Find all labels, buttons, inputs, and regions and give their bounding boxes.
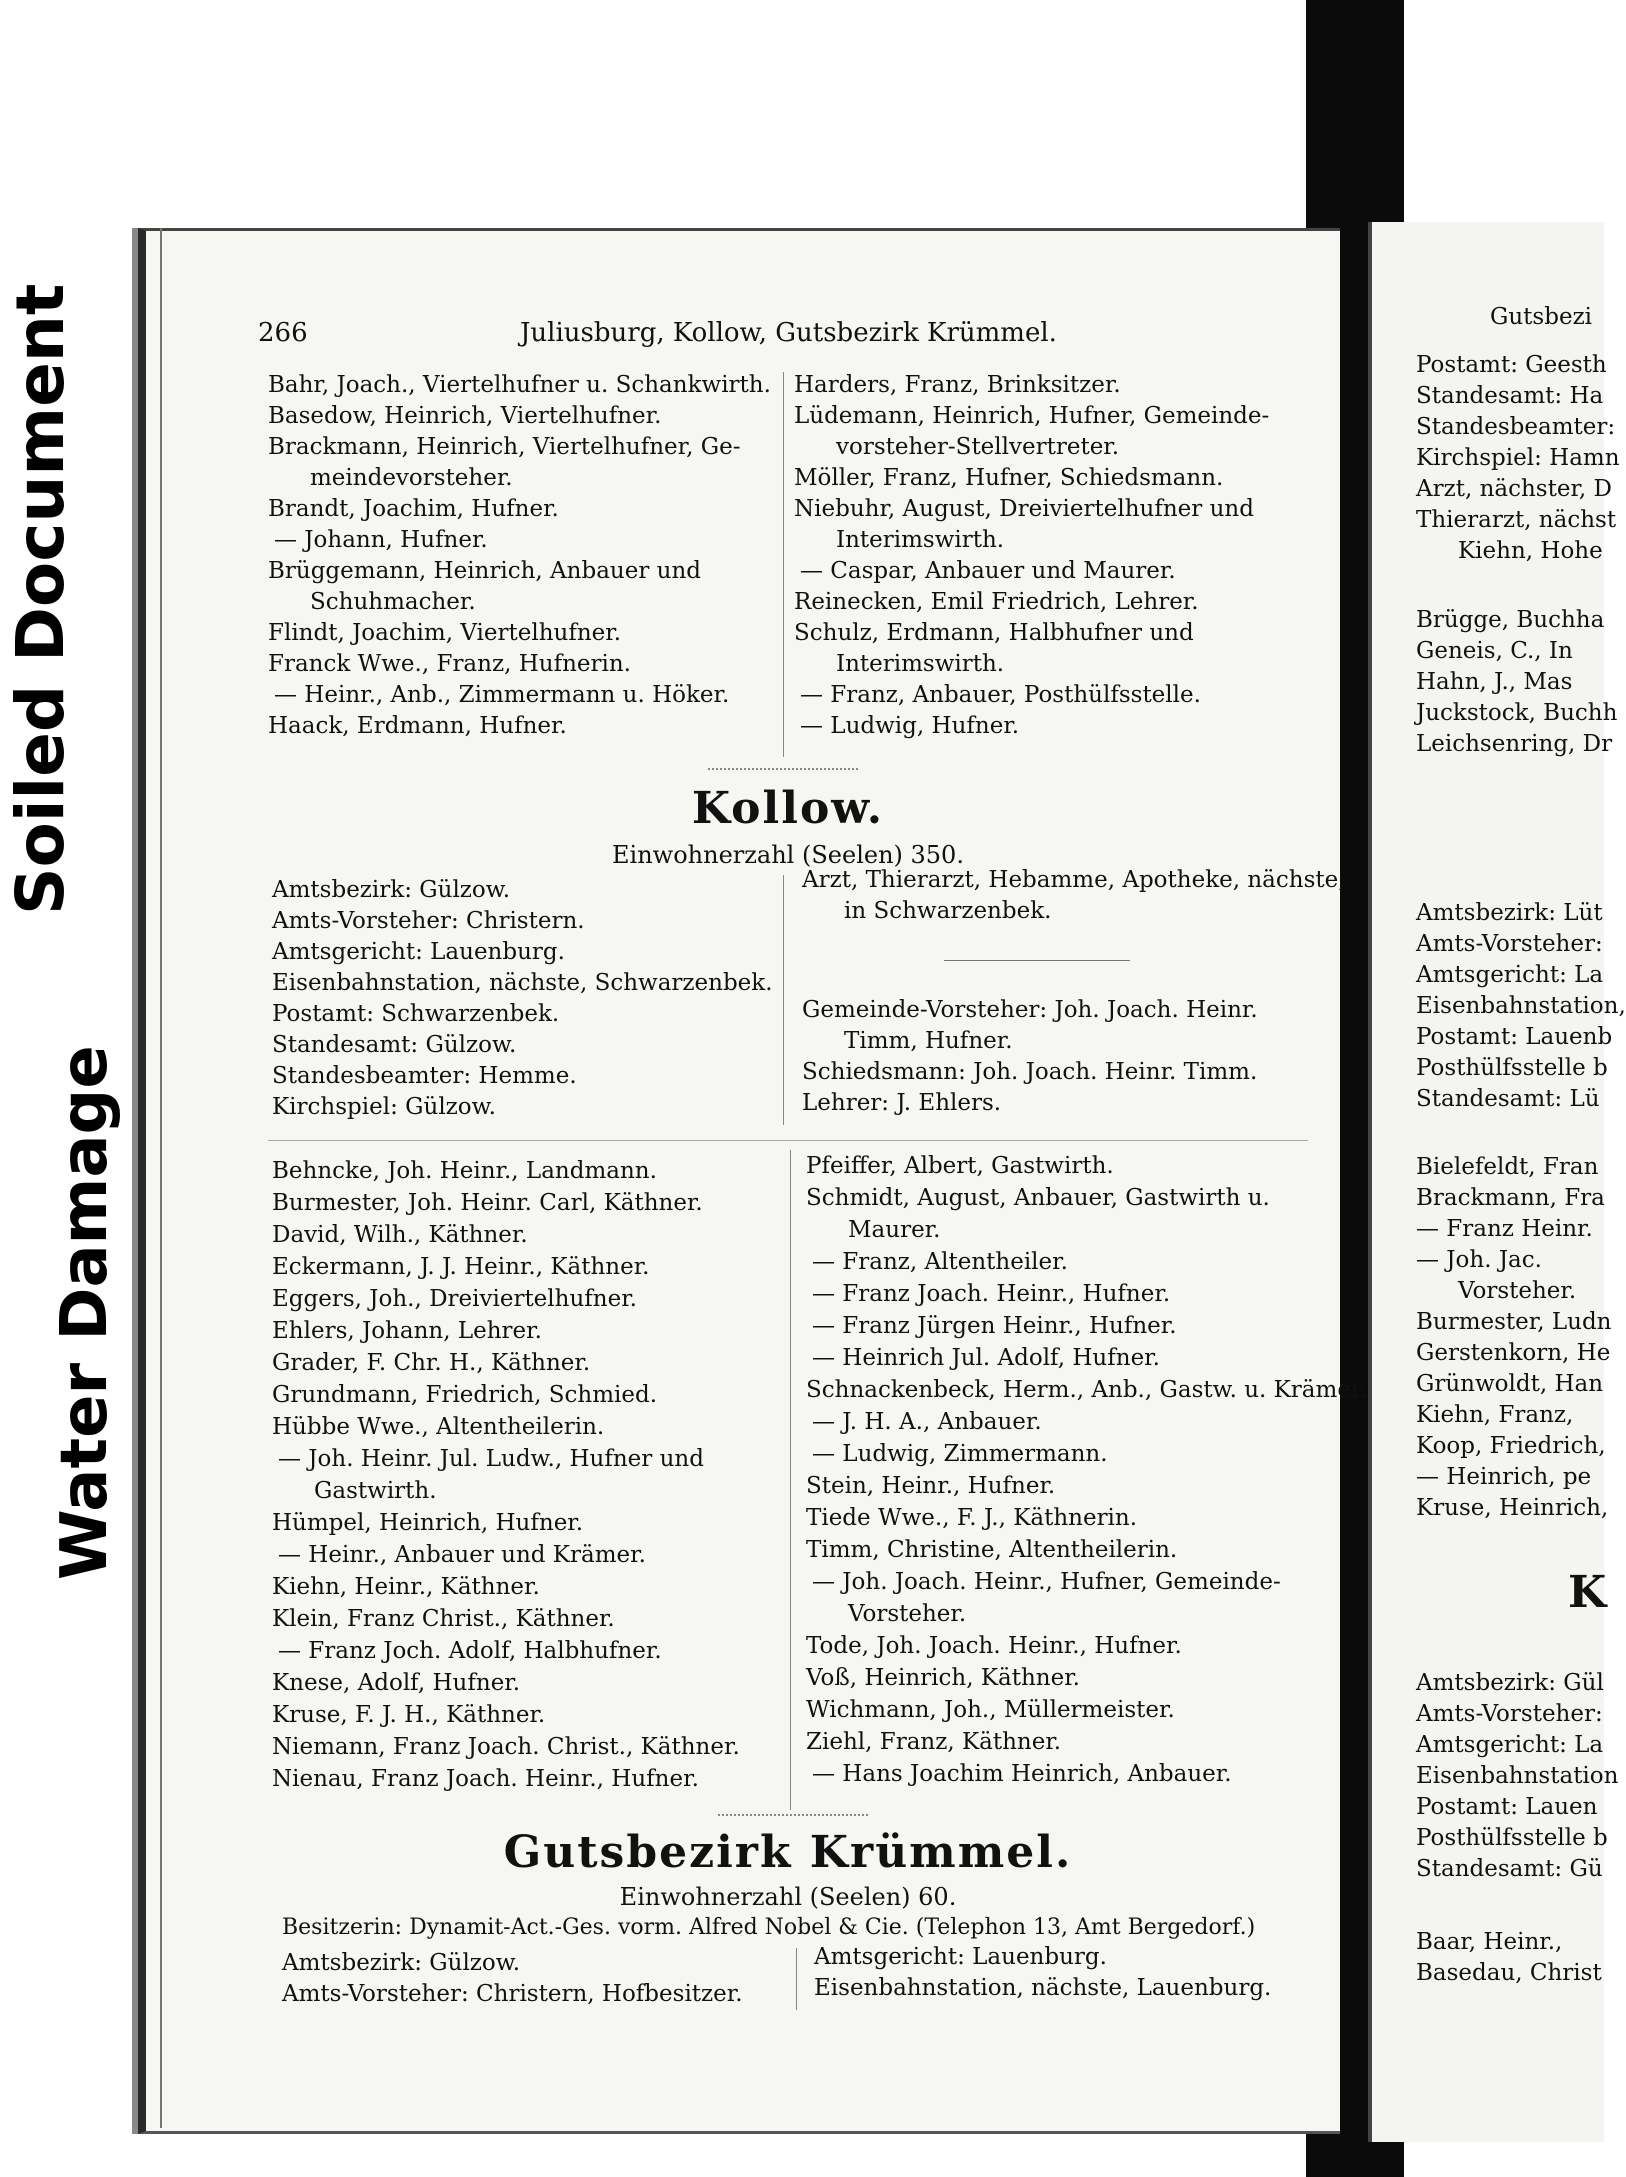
- right-line: Thierarzt, nächst: [1416, 507, 1617, 533]
- resident-entry: Stein, Heinr., Hufner.: [806, 1473, 1056, 1499]
- right-line: Amts-Vorsteher:: [1416, 931, 1603, 957]
- entry: Brüggemann, Heinrich, Anbauer und: [268, 558, 701, 584]
- resident-entry: — Heinr., Anbauer und Krämer.: [278, 1542, 646, 1568]
- admin-line: Schiedsmann: Joh. Joach. Heinr. Timm.: [802, 1059, 1258, 1085]
- resident-entry: — Franz Joach. Heinr., Hufner.: [812, 1281, 1171, 1307]
- kollow-admin-left: [272, 875, 773, 1123]
- entry: Reinecken, Emil Friedrich, Lehrer.: [794, 589, 1199, 615]
- right-line: Kiehn, Hohe: [1458, 538, 1603, 564]
- right-line: — Franz Heinr.: [1416, 1216, 1593, 1242]
- entry: Harders, Franz, Brinksitzer.: [794, 372, 1121, 398]
- resident-entry: Ehlers, Johann, Lehrer.: [272, 1318, 542, 1344]
- right-line: Postamt: Lauenb: [1416, 1024, 1613, 1050]
- resident-entry: — Franz, Altentheiler.: [812, 1249, 1068, 1275]
- kollow-population: Einwohnerzahl (Seelen) 350.: [612, 841, 964, 869]
- entry: Brandt, Joachim, Hufner.: [268, 496, 559, 522]
- column-divider: [790, 1150, 791, 1810]
- entry-continuation: Schuhmacher.: [310, 589, 476, 615]
- kollow-residents-right: [806, 1150, 1367, 1790]
- kollow-residents-left: [272, 1155, 740, 1795]
- right-line: Burmester, Ludn: [1416, 1309, 1612, 1335]
- admin-line: Amts-Vorsteher: Christern, Hofbesitzer.: [282, 1981, 743, 2007]
- resident-entry: Kiehn, Heinr., Käthner.: [272, 1574, 540, 1600]
- entry: Brackmann, Heinrich, Viertelhufner, Ge-: [268, 434, 741, 460]
- entry: Lüdemann, Heinrich, Hufner, Gemeinde-: [794, 403, 1270, 429]
- right-line: Eisenbahnstation,: [1416, 993, 1626, 1019]
- kollow-heading: Kollow.: [691, 783, 885, 834]
- resident-entry: — Hans Joachim Heinrich, Anbauer.: [812, 1761, 1232, 1787]
- right-line: Brackmann, Fra: [1416, 1185, 1605, 1211]
- entry: — Caspar, Anbauer und Maurer.: [800, 558, 1176, 584]
- admin-line: Amtsbezirk: Gülzow.: [282, 1950, 521, 1976]
- resident-entry: Ziehl, Franz, Käthner.: [806, 1729, 1062, 1755]
- resident-entry: — Franz Jürgen Heinr., Hufner.: [812, 1313, 1177, 1339]
- kruemmel-population: Einwohnerzahl (Seelen) 60.: [619, 1883, 957, 1911]
- resident-continuation: Maurer.: [848, 1217, 941, 1243]
- right-line: Kirchspiel: Hamn: [1416, 445, 1620, 471]
- resident-entry: Tiede Wwe., F. J., Käthnerin.: [806, 1505, 1138, 1531]
- page-edge: [152, 228, 162, 2128]
- resident-entry: Nienau, Franz Joach. Heinr., Hufner.: [272, 1766, 699, 1792]
- kollow-admin-right-top: [802, 865, 1346, 927]
- right-line: Standesamt: Lü: [1416, 1086, 1600, 1112]
- entry: Franck Wwe., Franz, Hufnerin.: [268, 651, 631, 677]
- entry-continuation: vorsteher-Stellvertreter.: [836, 434, 1120, 460]
- right-line: Basedau, Christ: [1416, 1960, 1602, 1986]
- right-line: Juckstock, Buchh: [1416, 700, 1618, 726]
- entry: — Franz, Anbauer, Posthülfsstelle.: [800, 682, 1201, 708]
- entry-continuation: Interimswirth.: [836, 527, 1005, 553]
- section1-left-column: [268, 370, 771, 742]
- page-number: 266: [258, 318, 308, 348]
- admin-line: Postamt: Schwarzenbek.: [272, 1001, 560, 1027]
- resident-entry: — Joh. Heinr. Jul. Ludw., Hufner und: [278, 1446, 704, 1472]
- entry: — Heinr., Anb., Zimmermann u. Höker.: [274, 682, 730, 708]
- admin-line: Amtsbezirk: Gülzow.: [272, 877, 511, 903]
- right-line: — Heinrich, pe: [1416, 1464, 1592, 1490]
- soiled-document-label: Soiled Document: [2, 283, 79, 915]
- resident-entry: Kruse, F. J. H., Käthner.: [272, 1702, 546, 1728]
- right-line: Amtsgericht: La: [1416, 1732, 1604, 1758]
- section-ornament: [718, 1808, 868, 1816]
- resident-entry: Grundmann, Friedrich, Schmied.: [272, 1382, 658, 1408]
- right-line: Posthülfsstelle b: [1416, 1055, 1608, 1081]
- resident-entry: Niemann, Franz Joach. Christ., Käthner.: [272, 1734, 740, 1760]
- resident-entry: Burmester, Joh. Heinr. Carl, Käthner.: [272, 1190, 703, 1216]
- resident-entry: Wichmann, Joh., Müllermeister.: [806, 1697, 1175, 1723]
- column-divider: [796, 1948, 797, 2010]
- section1-right-column: [794, 370, 1269, 742]
- resident-entry: Hümpel, Heinrich, Hufner.: [272, 1510, 584, 1536]
- resident-entry: Timm, Christine, Altentheilerin.: [806, 1537, 1178, 1563]
- resident-entry: Eggers, Joh., Dreiviertelhufner.: [272, 1286, 637, 1312]
- resident-entry: — J. H. A., Anbauer.: [812, 1409, 1042, 1435]
- resident-entry: — Heinrich Jul. Adolf, Hufner.: [812, 1345, 1160, 1371]
- entry: Basedow, Heinrich, Viertelhufner.: [268, 403, 662, 429]
- short-rule: [944, 960, 1130, 961]
- kruemmel-heading: Gutsbezirk Krümmel.: [503, 1827, 1073, 1878]
- resident-entry: Schmidt, August, Anbauer, Gastwirth u.: [806, 1185, 1270, 1211]
- right-page-header: Gutsbezi: [1490, 304, 1593, 330]
- section-rule: [268, 1140, 1308, 1141]
- entry: Flindt, Joachim, Viertelhufner.: [268, 620, 622, 646]
- column-divider: [783, 875, 784, 1125]
- resident-entry: Schnackenbeck, Herm., Anb., Gastw. u. Krämer.: [806, 1377, 1367, 1403]
- right-line: Hahn, J., Mas: [1416, 669, 1573, 695]
- admin-line: Gemeinde-Vorsteher: Joh. Joach. Heinr.: [802, 997, 1258, 1023]
- kruemmel-owner: Besitzerin: Dynamit-Act.-Ges. vorm. Alfred Nobel & Cie. (Telephon 13, Amt Bergedorf.): [282, 1915, 1256, 1940]
- section-ornament: [708, 762, 858, 770]
- entry: — Ludwig, Hufner.: [800, 713, 1020, 739]
- right-line: Grünwoldt, Han: [1416, 1371, 1604, 1397]
- right-line: Geneis, C., In: [1416, 638, 1573, 664]
- resident-entry: — Ludwig, Zimmermann.: [812, 1441, 1108, 1467]
- resident-entry: Klein, Franz Christ., Käthner.: [272, 1606, 615, 1632]
- right-line: Standesbeamter:: [1416, 414, 1616, 440]
- resident-entry: Knese, Adolf, Hufner.: [272, 1670, 521, 1696]
- kruemmel-right: [814, 1942, 1271, 2004]
- resident-entry: Voß, Heinrich, Käthner.: [806, 1665, 1080, 1691]
- entry-continuation: meindevorsteher.: [310, 465, 513, 491]
- right-line: Kiehn, Franz,: [1416, 1402, 1574, 1428]
- resident-continuation: Vorsteher.: [848, 1601, 967, 1627]
- right-line: Kruse, Heinrich,: [1416, 1495, 1609, 1521]
- admin-line: Eisenbahnstation, nächste, Schwarzenbek.: [272, 970, 773, 996]
- admin-line: Amtsgericht: Lauenburg.: [814, 1944, 1107, 1970]
- right-line: Brügge, Buchha: [1416, 607, 1605, 633]
- admin-line: Lehrer: J. Ehlers.: [802, 1090, 1002, 1116]
- right-line: Leichsenring, Dr: [1416, 731, 1613, 757]
- right-line: Amtsbezirk: Lüt: [1416, 900, 1603, 926]
- right-line: Koop, Friedrich,: [1416, 1433, 1606, 1459]
- right-heading-fragment: K: [1568, 1567, 1607, 1618]
- right-line: Postamt: Geesth: [1416, 352, 1607, 378]
- right-line: Posthülfsstelle b: [1416, 1825, 1608, 1851]
- entry-continuation: Interimswirth.: [836, 651, 1005, 677]
- column-divider: [783, 372, 784, 757]
- admin-line: Eisenbahnstation, nächste, Lauenburg.: [814, 1975, 1272, 2001]
- entry: Möller, Franz, Hufner, Schiedsmann.: [794, 465, 1224, 491]
- admin-line: Timm, Hufner.: [844, 1028, 1013, 1054]
- entry: Niebuhr, August, Dreiviertelhufner und: [794, 496, 1254, 522]
- kollow-admin-right-bottom: [802, 995, 1258, 1119]
- right-line: Standesamt: Gü: [1416, 1856, 1603, 1882]
- admin-line: in Schwarzenbek.: [844, 898, 1052, 924]
- right-line: Postamt: Lauen: [1416, 1794, 1598, 1820]
- right-line: Vorsteher.: [1458, 1278, 1577, 1304]
- right-line: Standesamt: Ha: [1416, 383, 1604, 409]
- entry: — Johann, Hufner.: [274, 527, 488, 553]
- right-line: Arzt, nächster, D: [1416, 476, 1612, 502]
- resident-entry: Grader, F. Chr. H., Käthner.: [272, 1350, 591, 1376]
- entry: Haack, Erdmann, Hufner.: [268, 713, 567, 739]
- resident-entry: Hübbe Wwe., Altentheilerin.: [272, 1414, 605, 1440]
- resident-entry: David, Wilh., Käthner.: [272, 1222, 528, 1248]
- right-line: Baar, Heinr.,: [1416, 1929, 1563, 1955]
- admin-line: Standesbeamter: Hemme.: [272, 1063, 577, 1089]
- admin-line: Standesamt: Gülzow.: [272, 1032, 517, 1058]
- right-line: Amts-Vorsteher:: [1416, 1701, 1603, 1727]
- entry: Schulz, Erdmann, Halbhufner und: [794, 620, 1194, 646]
- right-line: Gerstenkorn, He: [1416, 1340, 1611, 1366]
- resident-entry: — Franz Joch. Adolf, Halbhufner.: [278, 1638, 662, 1664]
- admin-line: Arzt, Thierarzt, Hebamme, Apotheke, nächste,: [802, 867, 1346, 893]
- right-line: — Joh. Jac.: [1416, 1247, 1542, 1273]
- right-line: Amtsbezirk: Gül: [1416, 1670, 1604, 1696]
- resident-entry: Tode, Joh. Joach. Heinr., Hufner.: [806, 1633, 1182, 1659]
- kruemmel-left: [282, 1948, 743, 2010]
- right-line: Amtsgericht: La: [1416, 962, 1604, 988]
- entry: Bahr, Joach., Viertelhufner u. Schankwirth.: [268, 372, 771, 398]
- right-line: Bielefeldt, Fran: [1416, 1154, 1599, 1180]
- resident-entry: Pfeiffer, Albert, Gastwirth.: [806, 1153, 1114, 1179]
- resident-entry: Eckermann, J. J. Heinr., Käthner.: [272, 1254, 650, 1280]
- resident-continuation: Gastwirth.: [314, 1478, 437, 1504]
- right-line: Eisenbahnstation: [1416, 1763, 1619, 1789]
- water-damage-label: Water Damage: [48, 1045, 122, 1580]
- admin-line: Kirchspiel: Gülzow.: [272, 1094, 496, 1120]
- resident-entry: — Joh. Joach. Heinr., Hufner, Gemeinde-: [812, 1569, 1281, 1595]
- page-header: Juliusburg, Kollow, Gutsbezirk Krümmel.: [520, 318, 1057, 348]
- admin-line: Amts-Vorsteher: Christern.: [272, 908, 585, 934]
- admin-line: Amtsgericht: Lauenburg.: [272, 939, 565, 965]
- right-page-fragment: [1368, 222, 1626, 2142]
- resident-entry: Behncke, Joh. Heinr., Landmann.: [272, 1158, 657, 1184]
